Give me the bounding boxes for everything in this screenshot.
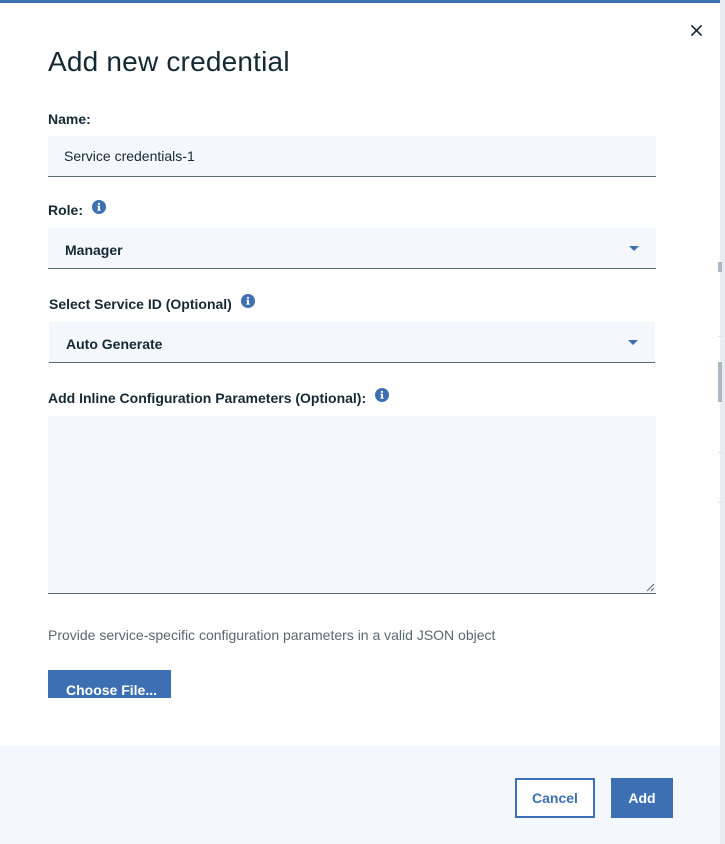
- inline-params-label-text: Add Inline Configuration Parameters (Optional):: [48, 390, 367, 406]
- name-label: Name:: [48, 111, 91, 127]
- role-label: [48, 202, 106, 218]
- help-text: Provide service-specific configuration parameters in a valid JSON object: [48, 627, 496, 643]
- info-icon[interactable]: [375, 388, 389, 402]
- name-input[interactable]: [48, 136, 656, 177]
- choose-file-button[interactable]: Choose File...: [48, 670, 171, 698]
- role-select-value: Manager: [65, 242, 123, 258]
- inline-params-label: [48, 390, 389, 406]
- background-edge-mark: [718, 502, 722, 503]
- caret-down-icon: [629, 246, 639, 251]
- dialog-title: Add new credential: [48, 46, 290, 77]
- info-icon[interactable]: [92, 200, 106, 214]
- background-page-edge: [720, 0, 725, 844]
- service-id-select-value: Auto Generate: [66, 336, 163, 352]
- service-id-label-text: Select Service ID (Optional): [49, 296, 232, 312]
- role-select[interactable]: [48, 228, 656, 269]
- info-icon[interactable]: [241, 294, 255, 308]
- close-button[interactable]: [684, 18, 708, 42]
- top-accent-bar: [0, 0, 725, 3]
- background-edge-mark: [718, 336, 722, 337]
- close-icon: [691, 25, 702, 36]
- cancel-button[interactable]: Cancel: [515, 778, 595, 818]
- background-edge-mark: [718, 362, 722, 402]
- add-button[interactable]: Add: [611, 778, 673, 818]
- inline-params-textarea[interactable]: [48, 416, 656, 594]
- service-id-label: [49, 296, 255, 312]
- background-edge-mark: [718, 452, 722, 453]
- role-label-text: Role:: [48, 202, 83, 218]
- caret-down-icon: [628, 340, 638, 345]
- service-id-select[interactable]: [49, 322, 655, 363]
- background-edge-mark: [718, 262, 722, 272]
- resize-handle-icon[interactable]: [645, 582, 655, 592]
